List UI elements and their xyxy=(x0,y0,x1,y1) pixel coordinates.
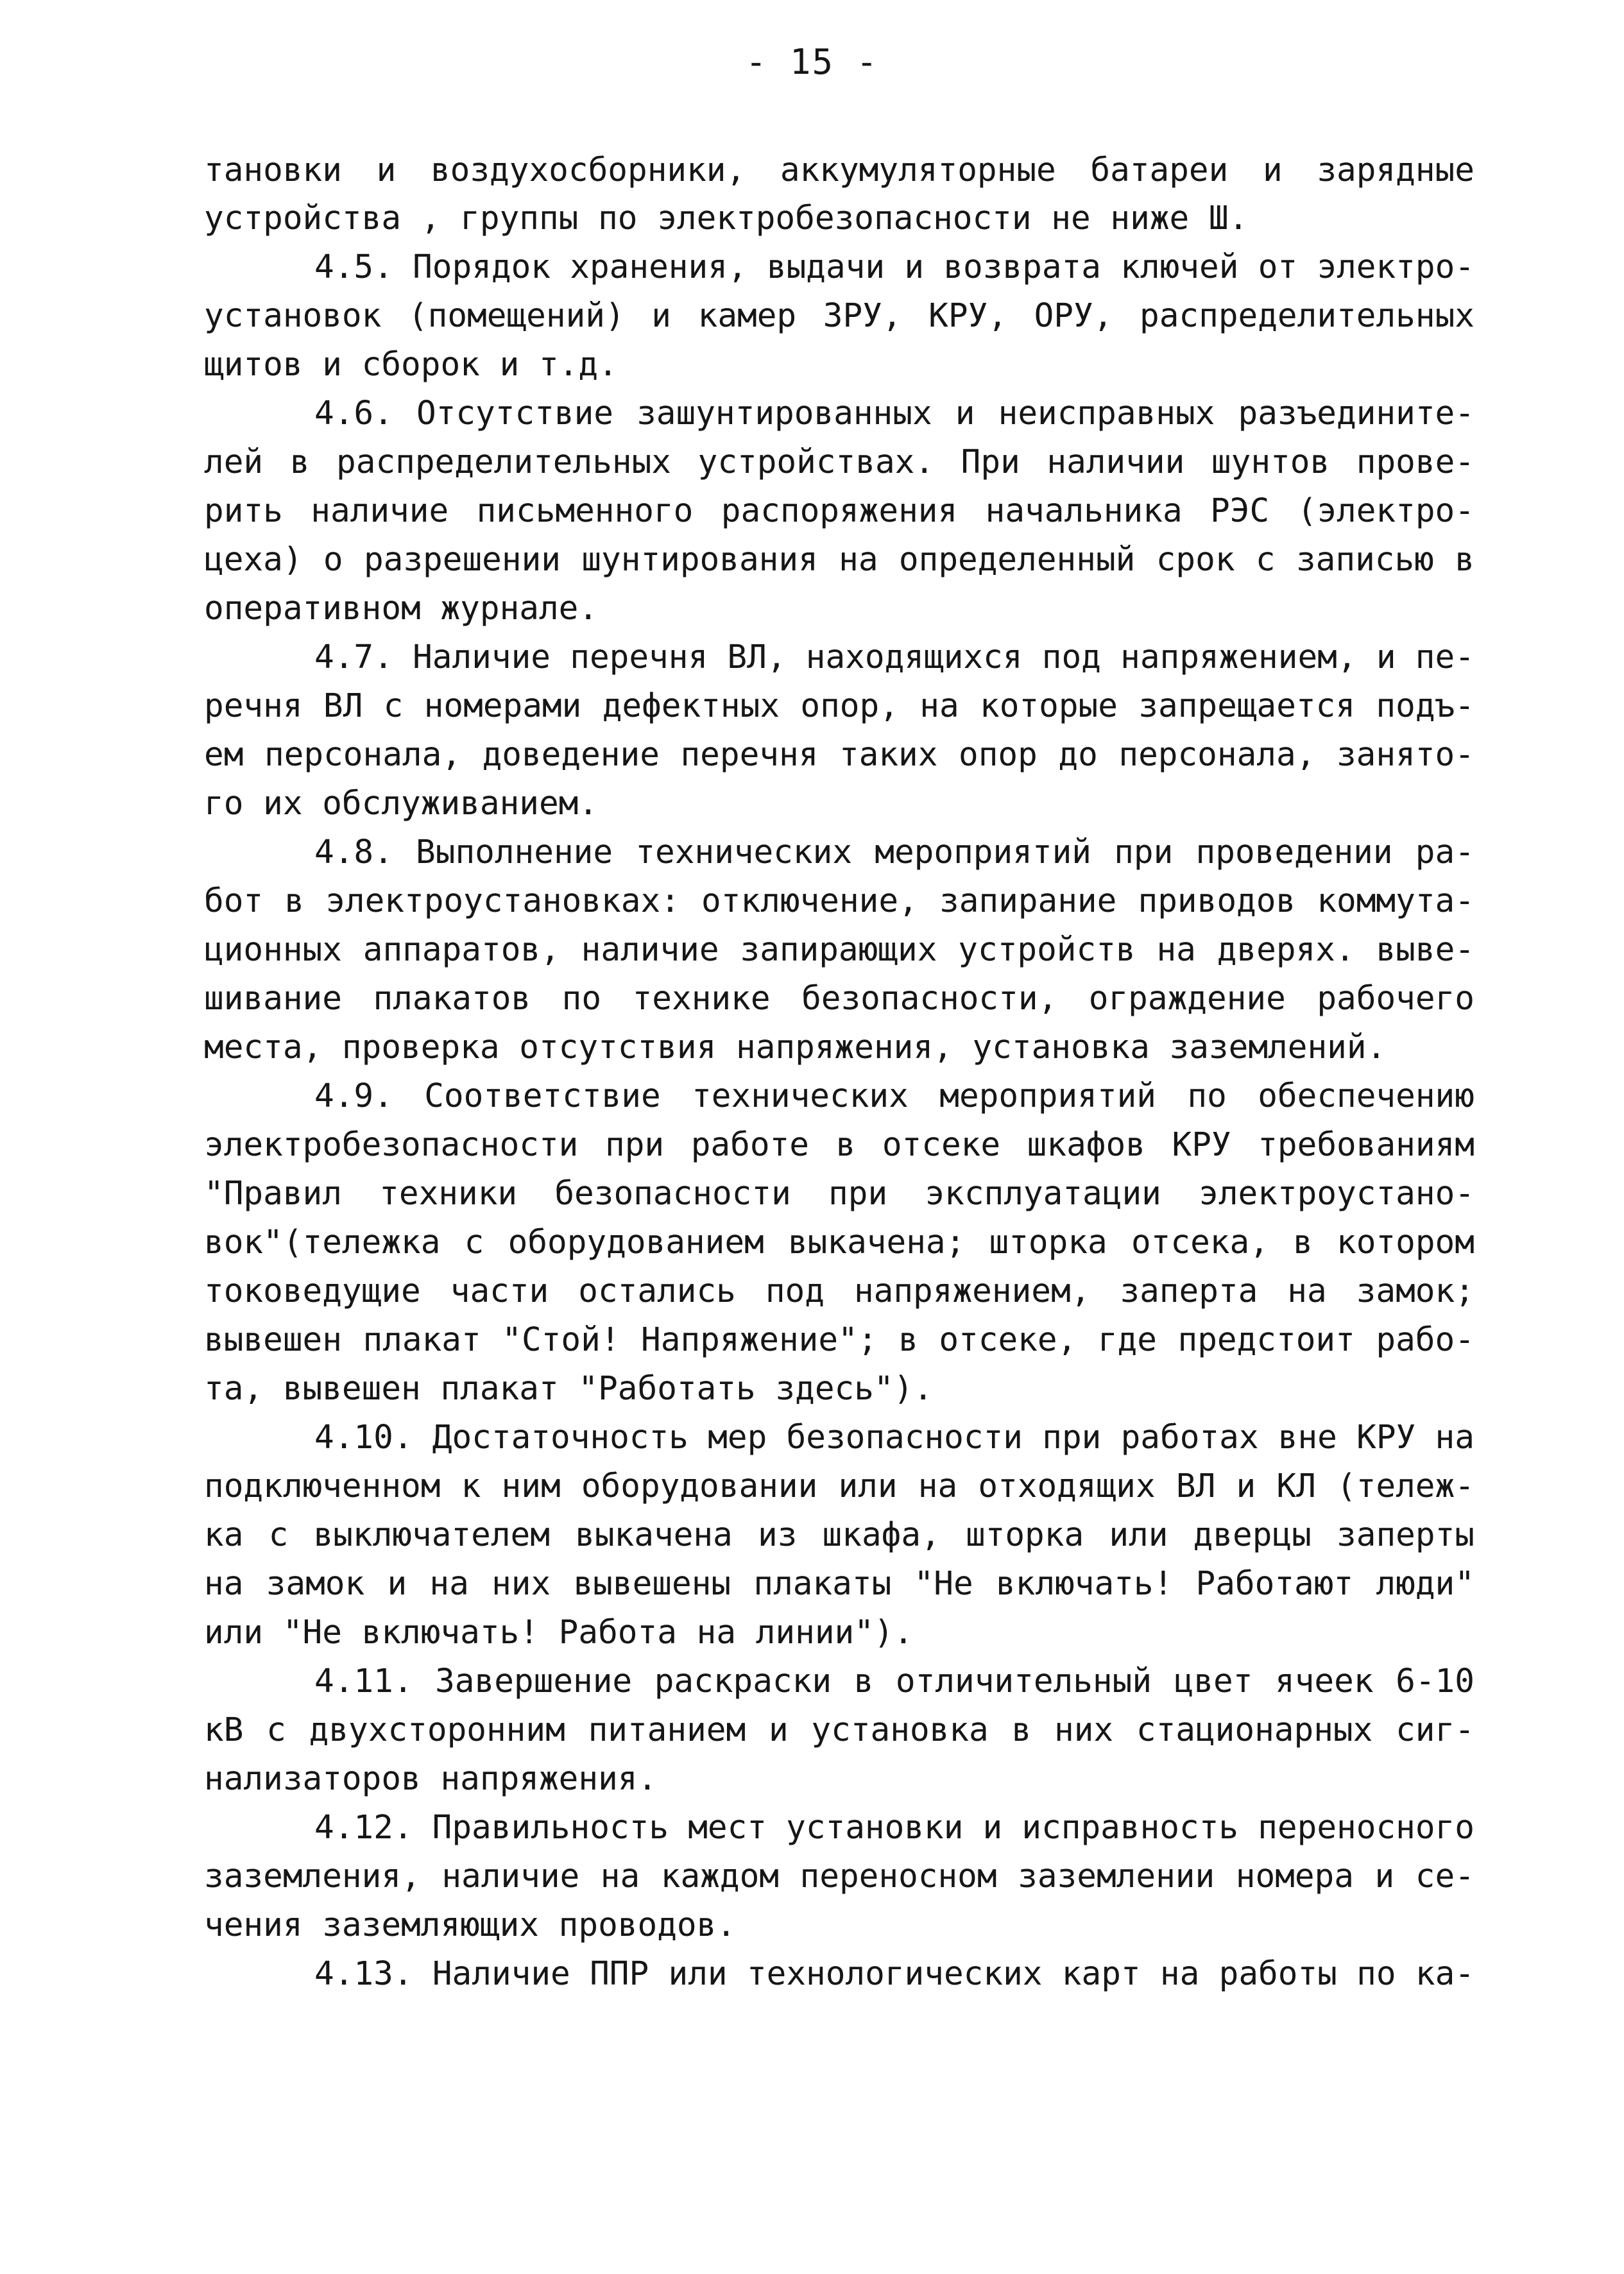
page-number: - 15 - xyxy=(745,42,879,82)
text-line: ка с выключателем выкачена из шкафа, шторка или дверцы заперты xyxy=(204,1516,1474,1554)
text-line: лей в распределительных устройствах. При наличии шунтов прове- xyxy=(204,443,1474,481)
text-line: шивание плакатов по технике безопасности, ограждение рабочего xyxy=(204,980,1474,1018)
text-line: кВ с двухсторонним питанием и установка в них стационарных сиг- xyxy=(204,1711,1474,1749)
text-line: речня ВЛ с номерами дефектных опор, на которые запрещается подъ- xyxy=(204,687,1474,725)
text-line: та, вывешен плакат "Работать здесь"). xyxy=(204,1370,934,1408)
text-line: го их обслуживанием. xyxy=(204,785,599,823)
text-line: щитов и сборок и т.д. xyxy=(204,346,618,384)
text-line: 4.11. Завершение раскраски в отличительный цвет ячеек 6-10 xyxy=(314,1663,1474,1700)
text-line: заземления, наличие на каждом переносном заземлении номера и се- xyxy=(204,1858,1474,1895)
text-line: ем персонала, доведение перечня таких опор до персонала, занято- xyxy=(204,736,1474,774)
text-line: вок"(тележка с оборудованием выкачена; шторка отсека, в котором xyxy=(204,1224,1474,1261)
text-line: токоведущие части остались под напряжением, заперта на замок; xyxy=(204,1272,1474,1310)
text-line: нализаторов напряжения. xyxy=(204,1760,658,1798)
text-line: цеха) о разрешении шунтирования на определенный срок с записью в xyxy=(204,541,1474,579)
text-line: устройства , группы по электробезопасности не ниже Ш. xyxy=(204,200,1249,237)
text-line: 4.8. Выполнение технических мероприятий при проведении ра- xyxy=(314,834,1474,871)
text-line: или "Не включать! Работа на линии"). xyxy=(204,1614,914,1652)
text-line: чения заземляющих проводов. xyxy=(204,1906,737,1944)
text-line: оперативном журнале. xyxy=(204,590,599,628)
text-line: 4.7. Наличие перечня ВЛ, находящихся под напряжением, и пе- xyxy=(314,638,1474,676)
text-line: подключенном к ним оборудовании или на отходящих ВЛ и КЛ (тележ- xyxy=(204,1467,1474,1505)
text-line: "Правил техники безопасности при эксплуатации электроустано- xyxy=(204,1175,1474,1213)
text-line: 4.6. Отсутствие зашунтированных и неисправных разъедините- xyxy=(314,395,1474,432)
text-line: 4.9. Соответствие технических мероприятий по обеспечению xyxy=(314,1077,1474,1115)
text-line: бот в электроустановках: отключение, запирание приводов коммута- xyxy=(204,882,1474,920)
text-line: тановки и воздухосборники, аккумуляторные батареи и зарядные xyxy=(204,151,1474,189)
text-line: на замок и на них вывешены плакаты "Не включать! Работают люди" xyxy=(204,1565,1474,1603)
text-line: вывешен плакат "Стой! Напряжение"; в отсеке, где предстоит рабо- xyxy=(204,1321,1474,1359)
text-line: 4.12. Правильность мест установки и исправность переносного xyxy=(314,1809,1474,1847)
text-line: рить наличие письменного распоряжения начальника РЭС (электро- xyxy=(204,492,1474,530)
text-line: ционных аппаратов, наличие запирающих устройств на дверях. выве- xyxy=(204,931,1474,969)
text-line: места, проверка отсутствия напряжения, установка заземлений. xyxy=(204,1029,1387,1066)
text-line: 4.5. Порядок хранения, выдачи и возврата ключей от электро- xyxy=(314,248,1474,286)
text-line: установок (помещений) и камер ЗРУ, КРУ, ОРУ, распределительных xyxy=(204,297,1474,335)
text-line: электробезопасности при работе в отсеке шкафов КРУ требованиям xyxy=(204,1126,1474,1164)
text-line: 4.10. Достаточность мер безопасности при работах вне КРУ на xyxy=(314,1419,1474,1457)
text-line: 4.13. Наличие ППР или технологических карт на работы по ка- xyxy=(314,1955,1474,1993)
